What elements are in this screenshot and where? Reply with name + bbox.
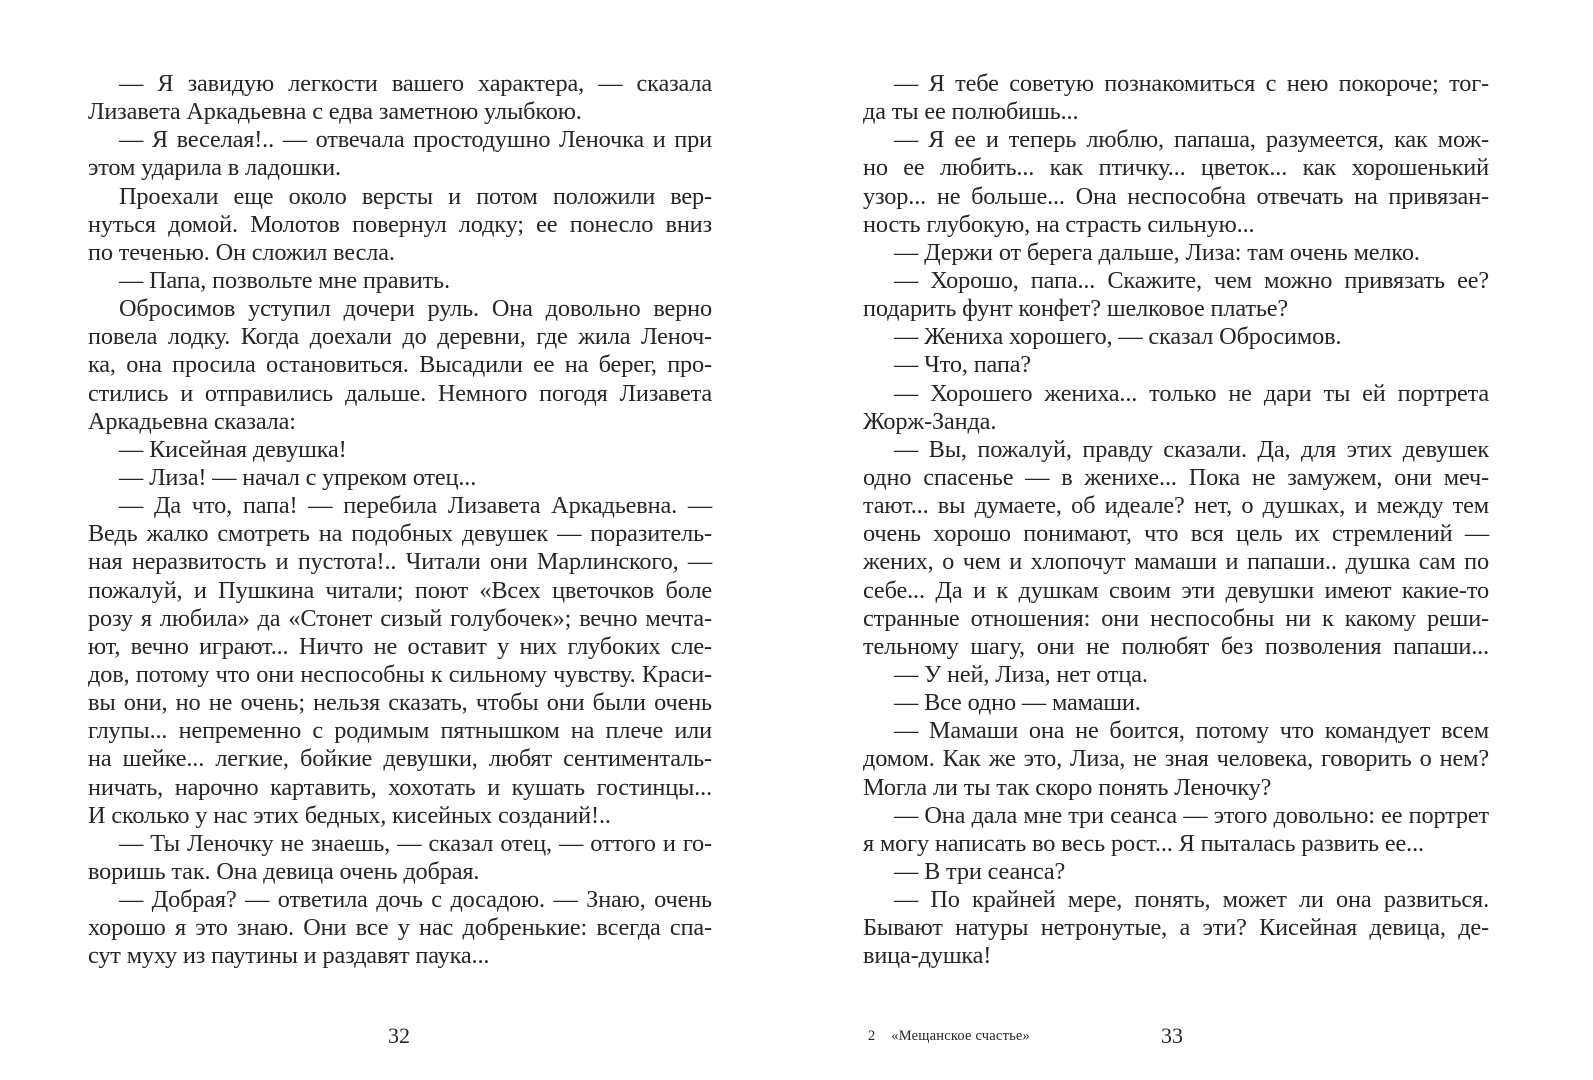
text-line: этом ударила в ладошки. xyxy=(88,154,341,182)
text-line: повела лодку. Когда доехали до деревни, где жила Леноч- xyxy=(88,323,712,351)
text-line: Проехали еще около версты и потом положили вер- xyxy=(119,182,712,210)
text-line: я могу написать во весь рост... Я пыталась развить ее... xyxy=(863,829,1424,857)
left-page xyxy=(0,0,796,1080)
text-line: Ведь жалко смотреть на подобных девушек — поразитель- xyxy=(88,520,712,548)
text-line: ная неразвитость и пустота!.. Читали они Марлинского, — xyxy=(88,548,712,576)
text-line: — Хорошего жениха... только не дари ты ей портрета xyxy=(894,379,1489,407)
text-line: — Хорошо, папа... Скажите, чем можно привязать ее? xyxy=(894,266,1489,294)
text-line: — Добрая? — ответила дочь с досадою. — Знаю, очень xyxy=(119,886,712,914)
text-line: — Кисейная девушка! xyxy=(119,435,347,463)
text-line: тельному шагу, они не полюбят без позволения папаши... xyxy=(863,632,1489,660)
text-line: И сколько у нас этих бедных, кисейных созданий!.. xyxy=(88,801,611,829)
text-line: — Мамаши она не боится, потому что командует всем xyxy=(894,717,1489,745)
text-line: — Все одно — мамаши. xyxy=(894,689,1141,717)
right-page-number: 33 xyxy=(1161,1023,1183,1048)
text-line: — В три сеанса? xyxy=(894,857,1066,885)
text-line: — Ты Леночку не знаешь, — сказал отец, — оттого и го- xyxy=(119,829,712,857)
text-line: на шейке... легкие, бойкие девушки, любят сентименталь- xyxy=(88,745,712,773)
text-line: тают... вы думаете, об идеале? нет, о душках, и между тем xyxy=(863,492,1489,520)
text-line: Могла ли ты так скоро понять Леночку? xyxy=(863,773,1272,801)
text-line: розу я любила» да «Стонет сизый голубочек»; вечно мечта- xyxy=(88,604,712,632)
text-line: — Лиза! — начал с упреком отец... xyxy=(119,463,477,491)
text-line: ность глубокую, на страсть сильную... xyxy=(863,210,1255,238)
text-line: — У ней, Лиза, нет отца. xyxy=(894,660,1148,688)
text-line: сут муху из паутины и раздавят паука... xyxy=(88,942,490,970)
text-line: — Папа, позвольте мне править. xyxy=(119,266,450,294)
text-line: стились и отправились дальше. Немного погодя Лизавета xyxy=(88,379,712,407)
right-page xyxy=(796,0,1593,1080)
text-line: но ее любить... как птичку... цветок... как хорошенький xyxy=(863,154,1489,182)
text-line: дов, потому что они неспособны к сильному чувству. Краси- xyxy=(88,660,712,688)
text-line: Аркадьевна сказала: xyxy=(88,407,296,435)
left-page-text xyxy=(88,70,712,971)
signature-mark xyxy=(868,1027,1030,1045)
text-line: жених, о чем и хлопочут мамаши и папаши.. душка сам по xyxy=(863,548,1489,576)
right-page-text xyxy=(863,70,1489,971)
text-line: — Что, папа? xyxy=(894,351,1031,379)
text-line: узор... не больше... Она неспособна отвечать на привязан- xyxy=(863,182,1489,210)
text-line: Обросимов уступил дочери руль. Она довольно верно xyxy=(119,295,712,323)
text-line: да ты ее полюбишь... xyxy=(863,98,1079,126)
text-line: — По крайней мере, понять, может ли она развиться. xyxy=(894,886,1489,914)
text-line: одно спасенье — в женихе... Пока не замужем, они меч- xyxy=(863,463,1489,491)
text-line: — Я тебе советую познакомиться с нею покороче; тог- xyxy=(894,70,1489,97)
text-line: по теченью. Он сложил весла. xyxy=(88,238,395,266)
signature-number: 2 xyxy=(868,1028,876,1044)
text-line: домом. Как же это, Лиза, не зная человека, говорить о нем? xyxy=(863,745,1489,773)
text-line: вы они, но не очень; нельзя сказать, чтобы они были очень xyxy=(88,689,712,717)
text-line: ка, она просила остановиться. Высадили ее на берег, про- xyxy=(88,351,712,379)
text-line: Лизавета Аркадьевна с едва заметною улыбкою. xyxy=(88,98,582,126)
text-line: ют, вечно играют... Ничто не оставит у них глубоких сле- xyxy=(88,632,712,660)
text-line: — Жениха хорошего, — сказал Обросимов. xyxy=(894,323,1342,351)
text-line: — Я завидую легкости вашего характера, — сказала xyxy=(119,70,712,97)
text-line: вица-душка! xyxy=(863,942,992,970)
text-line: Жорж-Занда. xyxy=(863,407,997,435)
text-line: подарить фунт конфет? шелковое платье? xyxy=(863,295,1289,323)
left-page-number: 32 xyxy=(388,1023,410,1048)
text-line: воришь так. Она девица очень добрая. xyxy=(88,857,480,885)
text-line: — Да что, папа! — перебила Лизавета Аркадьевна. — xyxy=(119,492,712,520)
text-line: — Держи от берега дальше, Лиза: там очень мелко. xyxy=(894,238,1420,266)
text-line: пожалуй, и Пушкина читали; поют «Всех цветочков боле xyxy=(88,576,712,604)
text-line: Бывают натуры нетронутые, а эти? Кисейная девица, де- xyxy=(863,914,1489,942)
text-line: глупы... непременно с родимым пятнышком на плече или xyxy=(88,717,712,745)
text-line: — Вы, пожалуй, правду сказали. Да, для этих девушек xyxy=(894,435,1489,463)
text-line: хорошо я это знаю. Они все у нас добренькие: всегда спа- xyxy=(88,914,712,942)
text-line: — Я ее и теперь люблю, папаша, разумеется, как мож- xyxy=(894,126,1489,154)
text-line: ничать, нарочно картавить, хохотать и кушать гостинцы... xyxy=(88,773,712,801)
text-line: — Я веселая!.. — отвечала простодушно Леночка и при xyxy=(119,126,712,154)
text-line: странные отношения: они неспособны ни к какому реши- xyxy=(863,604,1489,632)
signature-title: «Мещанское счастье» xyxy=(891,1028,1031,1044)
text-line: нуться домой. Молотов повернул лодку; ее понесло вниз xyxy=(88,210,712,238)
text-line: — Она дала мне три сеанса — этого довольно: ее портрет xyxy=(894,801,1489,829)
text-line: очень хорошо понимают, что вся цель их стремлений — xyxy=(863,520,1489,548)
text-line: себе... Да и к душкам своим эти девушки имеют какие-то xyxy=(863,576,1489,604)
